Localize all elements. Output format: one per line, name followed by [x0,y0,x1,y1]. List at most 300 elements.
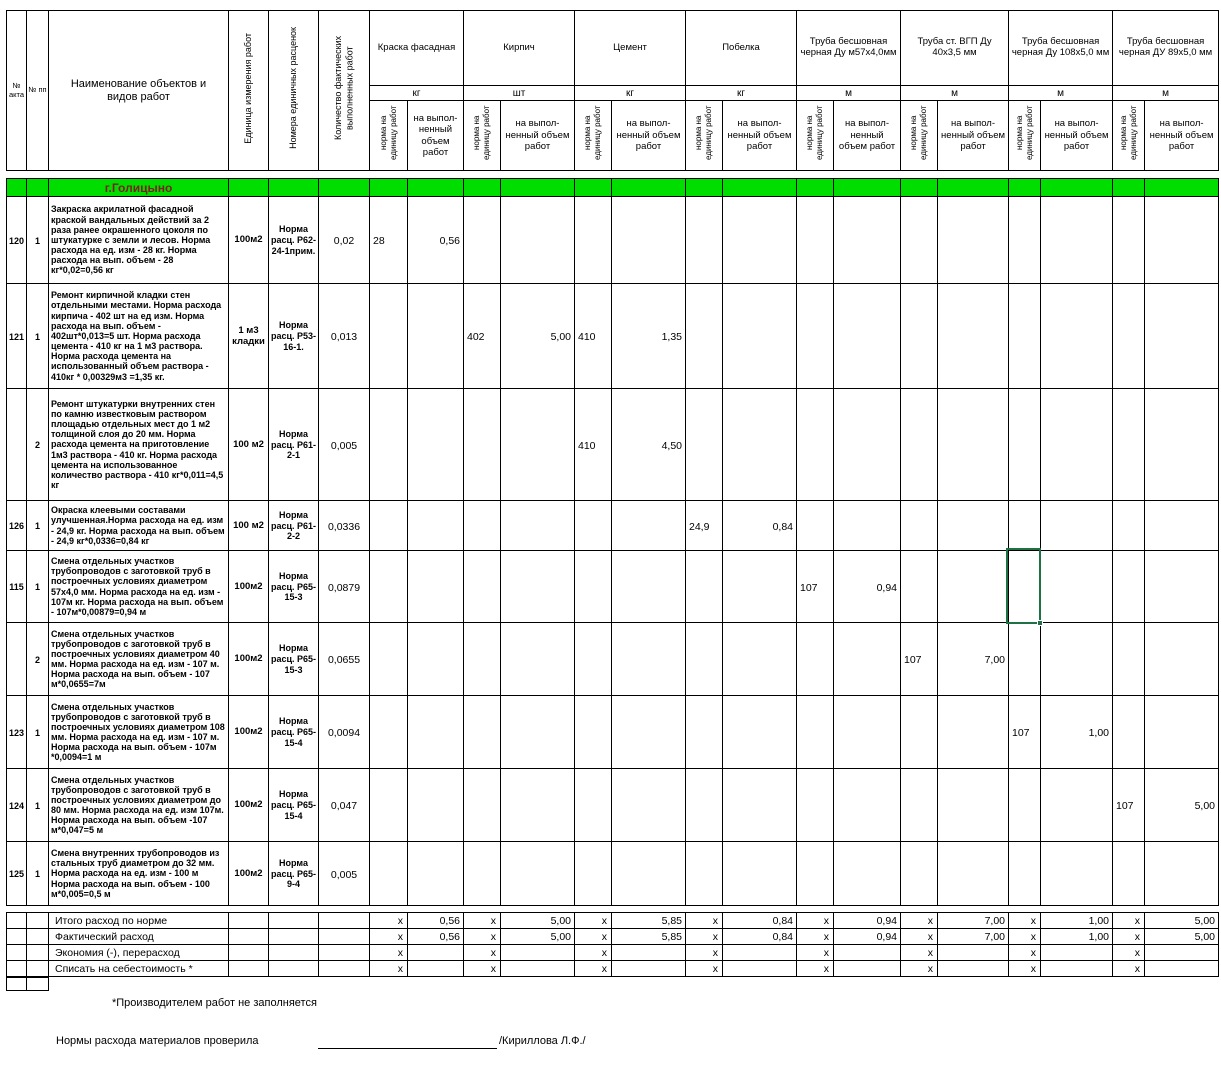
cell-work-name[interactable]: Смена отдельных участков трубопроводов с заготовкой труб в построечных условиях диаметром 108 мм. Норма расхода на ед. изм - 107 м. Норма расхода на вып. объем - 107м *0,0094=1 м [49,696,229,769]
cell-volume-5[interactable]: 7,00 [938,623,1009,696]
cell-volume-0[interactable] [408,842,464,906]
cell-norm-2[interactable] [575,769,612,842]
cell-norm-6[interactable] [1009,842,1041,906]
cell-volume-1[interactable] [501,389,575,501]
cell-line-number[interactable] [27,945,49,961]
group-cell[interactable] [1145,179,1219,197]
group-cell[interactable] [1113,179,1145,197]
summary-volume-1[interactable]: 5,00 [501,929,575,945]
stub-cell[interactable] [27,978,49,991]
cell-unit[interactable]: 100м2 [229,197,269,284]
cell-norm-2[interactable] [575,197,612,284]
cell-volume-4[interactable] [834,284,901,389]
summary-volume-6[interactable]: 1,00 [1041,913,1113,929]
subheader-volume-brick[interactable]: на выпол-ненный объем работ [501,101,575,171]
cell-volume-3[interactable] [723,769,797,842]
cell-volume-7[interactable] [1145,501,1219,551]
cell-volume-7[interactable] [1145,284,1219,389]
summary-volume-5[interactable] [938,945,1009,961]
group-label-cell[interactable]: г.Голицыно [49,179,229,197]
cell-norm-7[interactable]: 107 [1113,769,1145,842]
cell-volume-1[interactable] [501,842,575,906]
cell-rate-number[interactable] [269,929,319,945]
cell-quantity[interactable] [319,913,370,929]
material-header-brick[interactable]: Кирпич [464,11,575,86]
cell-rate-number[interactable] [269,913,319,929]
cell-norm-1[interactable] [464,842,501,906]
cell-line-number[interactable]: 1 [27,284,49,389]
summary-norm-5[interactable]: х [901,929,938,945]
summary-norm-5[interactable]: х [901,945,938,961]
cell-quantity[interactable]: 0,013 [319,284,370,389]
summary-label[interactable]: Итого расход по норме [49,913,229,929]
cell-work-name[interactable]: Смена отдельных участков трубопроводов с заготовкой труб в построечных условиях диаметром до 80 мм. Норма расхода на ед. изм 107м. Норма расхода на вып. объем -107 м*0,047=5 м [49,769,229,842]
cell-norm-3[interactable] [686,551,723,623]
cell-line-number[interactable] [27,913,49,929]
cell-norm-0[interactable] [370,501,408,551]
cell-quantity[interactable]: 0,0336 [319,501,370,551]
summary-volume-3[interactable]: 0,84 [723,929,797,945]
cell-volume-5[interactable] [938,551,1009,623]
cell-norm-3[interactable] [686,623,723,696]
cell-rate-number[interactable]: Норма расц. Р65-15-3 [269,623,319,696]
cell-norm-6[interactable] [1009,197,1041,284]
group-cell[interactable] [269,179,319,197]
cell-norm-2[interactable]: 410 [575,284,612,389]
cell-volume-3[interactable] [723,623,797,696]
cell-volume-6[interactable] [1041,769,1113,842]
cell-volume-1[interactable]: 5,00 [501,284,575,389]
cell-unit[interactable]: 100м2 [229,769,269,842]
cell-quantity[interactable]: 0,005 [319,389,370,501]
cell-norm-3[interactable] [686,284,723,389]
cell-rate-number[interactable]: Норма расц. Р53-16-1. [269,284,319,389]
summary-norm-2[interactable]: х [575,929,612,945]
cell-norm-6[interactable] [1009,501,1041,551]
cell-unit[interactable]: 1 м3 кладки [229,284,269,389]
cell-norm-4[interactable] [797,389,834,501]
summary-norm-5[interactable]: х [901,913,938,929]
summary-norm-2[interactable]: х [575,913,612,929]
cell-volume-0[interactable] [408,501,464,551]
cell-norm-0[interactable] [370,389,408,501]
subheader-volume-pipe-108[interactable]: на выпол-ненный объем работ [1041,101,1113,171]
cell-rate-number[interactable]: Норма расц. Р61-2-1 [269,389,319,501]
cell-volume-0[interactable] [408,769,464,842]
cell-norm-1[interactable] [464,389,501,501]
cell-unit[interactable]: 100м2 [229,842,269,906]
summary-volume-4[interactable] [834,961,901,977]
cell-act-number[interactable]: 123 [7,696,27,769]
group-cell[interactable] [797,179,834,197]
col-header-quantity[interactable] [319,11,370,171]
cell-work-name[interactable]: Смена отдельных участков трубопроводов с заготовкой труб в построечных условиях диаметром 57х4,0 мм. Норма расхода на ед. изм - 107м кг. Норма расхода на вып. объем - 107м*0,00879=0,94 м [49,551,229,623]
subheader-norm-brick[interactable] [464,101,501,171]
cell-unit[interactable]: 100 м2 [229,389,269,501]
cell-norm-2[interactable] [575,842,612,906]
summary-volume-5[interactable] [938,961,1009,977]
cell-norm-4[interactable]: 107 [797,551,834,623]
summary-volume-4[interactable]: 0,94 [834,929,901,945]
cell-norm-4[interactable] [797,696,834,769]
summary-norm-3[interactable]: х [686,913,723,929]
group-cell[interactable] [1009,179,1041,197]
cell-volume-4[interactable] [834,842,901,906]
cell-norm-3[interactable] [686,696,723,769]
material-unit-paint[interactable]: кг [370,86,464,101]
cell-norm-2[interactable] [575,623,612,696]
summary-norm-7[interactable]: х [1113,913,1145,929]
cell-norm-3[interactable] [686,197,723,284]
summary-volume-7[interactable] [1145,961,1219,977]
cell-quantity[interactable]: 0,0655 [319,623,370,696]
summary-norm-0[interactable]: х [370,961,408,977]
cell-work-name[interactable]: Закраска акрилатной фасадной краской вандальных действий за 2 раза ранее окрашенного цоколя по штукатурке с земли и лесов. Норма расхода на ед. изм - 28 кг. Норма расхода на вып. объем - 28 кг*0,02=0,56 кг [49,197,229,284]
cell-norm-5[interactable] [901,389,938,501]
cell-volume-3[interactable] [723,842,797,906]
cell-volume-5[interactable] [938,501,1009,551]
cell-norm-5[interactable] [901,501,938,551]
cell-quantity[interactable] [319,945,370,961]
fill-handle[interactable] [1037,620,1043,626]
summary-volume-3[interactable]: 0,84 [723,913,797,929]
summary-norm-1[interactable]: х [464,961,501,977]
summary-label[interactable]: Экономия (-), перерасход [49,945,229,961]
subheader-norm-pipe-40[interactable] [901,101,938,171]
summary-volume-1[interactable] [501,945,575,961]
cell-act-number[interactable] [7,623,27,696]
summary-volume-0[interactable] [408,945,464,961]
cell-line-number[interactable]: 1 [27,842,49,906]
cell-volume-3[interactable] [723,551,797,623]
subheader-norm-pipe-89[interactable] [1113,101,1145,171]
cell-act-number[interactable]: 115 [7,551,27,623]
cell-volume-5[interactable] [938,284,1009,389]
summary-volume-4[interactable] [834,945,901,961]
summary-volume-5[interactable]: 7,00 [938,913,1009,929]
summary-label[interactable]: Фактический расход [49,929,229,945]
cell-volume-7[interactable] [1145,623,1219,696]
cell-norm-7[interactable] [1113,501,1145,551]
cell-norm-4[interactable] [797,501,834,551]
cell-rate-number[interactable]: Норма расц. Р65-15-4 [269,696,319,769]
cell-line-number[interactable]: 1 [27,769,49,842]
cell-rate-number[interactable] [269,961,319,977]
cell-act-number[interactable]: 120 [7,197,27,284]
group-cell[interactable] [7,179,27,197]
cell-line-number[interactable] [27,961,49,977]
summary-norm-6[interactable]: х [1009,913,1041,929]
summary-volume-1[interactable] [501,961,575,977]
group-cell[interactable] [501,179,575,197]
summary-volume-7[interactable] [1145,945,1219,961]
summary-volume-2[interactable] [612,945,686,961]
material-unit-brick[interactable]: шт [464,86,575,101]
cell-volume-6[interactable]: 1,00 [1041,696,1113,769]
group-cell[interactable] [834,179,901,197]
cell-norm-0[interactable] [370,623,408,696]
cell-norm-1[interactable] [464,197,501,284]
cell-norm-3[interactable] [686,769,723,842]
material-unit-pipe-108[interactable]: м [1009,86,1113,101]
group-cell[interactable] [901,179,938,197]
cell-norm-7[interactable] [1113,284,1145,389]
summary-norm-0[interactable]: х [370,929,408,945]
cell-volume-0[interactable] [408,389,464,501]
group-cell[interactable] [370,179,408,197]
cell-volume-4[interactable] [834,623,901,696]
cell-norm-5[interactable] [901,551,938,623]
cell-volume-3[interactable] [723,284,797,389]
group-cell[interactable] [938,179,1009,197]
cell-norm-5[interactable] [901,769,938,842]
cell-work-name[interactable]: Ремонт штукатурки внутренних стен по камню известковым раствором площадью отдельных мест до 1 м2 толщиной слоя до 20 мм. Норма расхода цемента на приготовление 1м3 раствора - 410 кг. Норма расхода цемента на использованное количество раствора - 410 кг*0,011=4,5 кг [49,389,229,501]
cell-volume-0[interactable] [408,284,464,389]
cell-volume-5[interactable] [938,696,1009,769]
col-header-rate-number[interactable] [269,11,319,171]
summary-volume-3[interactable] [723,961,797,977]
cell-quantity[interactable]: 0,02 [319,197,370,284]
cell-norm-0[interactable] [370,284,408,389]
cell-volume-4[interactable]: 0,94 [834,551,901,623]
summary-volume-6[interactable]: 1,00 [1041,929,1113,945]
group-cell[interactable] [408,179,464,197]
summary-norm-6[interactable]: х [1009,961,1041,977]
cell-volume-2[interactable] [612,501,686,551]
cell-volume-5[interactable] [938,769,1009,842]
col-header-name[interactable]: Наименование объектов и видов работ [49,11,229,171]
cell-norm-5[interactable] [901,842,938,906]
cell-norm-6[interactable] [1009,769,1041,842]
material-header-pipe-57[interactable]: Труба бесшовная черная Ду м57х4,0мм [797,11,901,86]
cell-norm-3[interactable] [686,389,723,501]
cell-norm-5[interactable] [901,197,938,284]
cell-quantity[interactable] [319,961,370,977]
cell-unit[interactable]: 100м2 [229,623,269,696]
cell-rate-number[interactable]: Норма расц. Р65-15-3 [269,551,319,623]
cell-volume-4[interactable] [834,389,901,501]
cell-norm-5[interactable] [901,696,938,769]
cell-norm-3[interactable]: 24,9 [686,501,723,551]
cell-volume-2[interactable] [612,623,686,696]
cell-volume-1[interactable] [501,197,575,284]
group-cell[interactable] [464,179,501,197]
cell-unit[interactable] [229,929,269,945]
cell-volume-1[interactable] [501,696,575,769]
cell-volume-4[interactable] [834,501,901,551]
cell-norm-4[interactable] [797,842,834,906]
cell-work-name[interactable]: Окраска клеевыми составами улучшенная.Норма расхода на ед. изм - 24,9 кг. Норма расхода на вып. объем - 24,9 кг*0,0336=0,84 кг [49,501,229,551]
cell-norm-6[interactable]: 107 [1009,696,1041,769]
cell-norm-2[interactable]: 410 [575,389,612,501]
cell-act-number[interactable]: 121 [7,284,27,389]
material-header-paint[interactable]: Краска фасадная [370,11,464,86]
cell-volume-6[interactable] [1041,284,1113,389]
summary-norm-3[interactable]: х [686,961,723,977]
subheader-volume-paint[interactable]: на выпол-ненный объем работ [408,101,464,171]
material-header-whitewash[interactable]: Побелка [686,11,797,86]
cell-norm-0[interactable] [370,842,408,906]
cell-norm-6[interactable] [1009,389,1041,501]
cell-work-name[interactable]: Смена отдельных участков трубопроводов с заготовкой труб в построечных условиях диаметром 40 мм. Норма расхода на ед. изм - 107 м. Норма расхода на вып. объем - 107 м*0,0655=7м [49,623,229,696]
summary-volume-2[interactable] [612,961,686,977]
group-cell[interactable] [686,179,723,197]
summary-volume-2[interactable]: 5,85 [612,929,686,945]
cell-volume-6[interactable] [1041,197,1113,284]
cell-volume-2[interactable]: 4,50 [612,389,686,501]
cell-norm-1[interactable] [464,696,501,769]
summary-norm-0[interactable]: х [370,945,408,961]
group-cell[interactable] [1041,179,1113,197]
cell-volume-0[interactable] [408,551,464,623]
cell-volume-5[interactable] [938,842,1009,906]
cell-norm-0[interactable]: 28 [370,197,408,284]
group-cell[interactable] [575,179,612,197]
cell-volume-5[interactable] [938,197,1009,284]
subheader-norm-pipe-108[interactable] [1009,101,1041,171]
cell-unit[interactable]: 100м2 [229,551,269,623]
cell-volume-2[interactable]: 1,35 [612,284,686,389]
subheader-volume-pipe-89[interactable]: на выпол-ненный объем работ [1145,101,1219,171]
cell-act-number[interactable] [7,945,27,961]
cell-norm-7[interactable] [1113,842,1145,906]
cell-volume-2[interactable] [612,551,686,623]
cell-norm-1[interactable] [464,769,501,842]
summary-norm-7[interactable]: х [1113,945,1145,961]
cell-volume-0[interactable] [408,696,464,769]
cell-act-number[interactable] [7,389,27,501]
cell-norm-1[interactable] [464,623,501,696]
group-cell[interactable] [319,179,370,197]
cell-norm-7[interactable] [1113,197,1145,284]
cell-volume-2[interactable] [612,197,686,284]
cell-line-number[interactable]: 1 [27,197,49,284]
summary-volume-4[interactable]: 0,94 [834,913,901,929]
cell-norm-1[interactable] [464,551,501,623]
cell-norm-4[interactable] [797,284,834,389]
cell-volume-6[interactable] [1041,389,1113,501]
cell-act-number[interactable]: 126 [7,501,27,551]
subheader-norm-whitewash[interactable] [686,101,723,171]
cell-norm-0[interactable] [370,769,408,842]
cell-unit[interactable]: 100 м2 [229,501,269,551]
summary-volume-5[interactable]: 7,00 [938,929,1009,945]
summary-volume-0[interactable]: 0,56 [408,913,464,929]
cell-volume-1[interactable] [501,769,575,842]
cell-volume-7[interactable] [1145,551,1219,623]
cell-volume-7[interactable] [1145,389,1219,501]
cell-volume-2[interactable] [612,842,686,906]
summary-volume-0[interactable]: 0,56 [408,929,464,945]
summary-volume-6[interactable] [1041,945,1113,961]
cell-norm-2[interactable] [575,551,612,623]
cell-norm-5[interactable]: 107 [901,623,938,696]
cell-volume-3[interactable] [723,197,797,284]
summary-norm-1[interactable]: х [464,929,501,945]
cell-line-number[interactable]: 1 [27,696,49,769]
stub-cell[interactable] [7,978,27,991]
cell-quantity[interactable]: 0,047 [319,769,370,842]
cell-quantity[interactable] [319,929,370,945]
cell-volume-6[interactable] [1041,501,1113,551]
material-unit-cement[interactable]: кг [575,86,686,101]
cell-quantity[interactable]: 0,005 [319,842,370,906]
cell-rate-number[interactable]: Норма расц. Р65-9-4 [269,842,319,906]
cell-act-number[interactable]: 124 [7,769,27,842]
cell-quantity[interactable]: 0,0094 [319,696,370,769]
cell-norm-1[interactable] [464,501,501,551]
cell-unit[interactable] [229,961,269,977]
cell-work-name[interactable]: Смена внутренних трубопроводов из стальных труб диаметром до 32 мм. Норма расхода на ед. изм - 100 м Норма расхода на вып. объем - 100 м*0,005=0,5 м [49,842,229,906]
material-header-pipe-40[interactable]: Труба ст. ВГП Ду 40х3,5 мм [901,11,1009,86]
cell-volume-6[interactable] [1041,623,1113,696]
cell-line-number[interactable]: 1 [27,551,49,623]
cell-volume-6[interactable] [1041,551,1113,623]
summary-volume-6[interactable] [1041,961,1113,977]
material-unit-pipe-89[interactable]: м [1113,86,1219,101]
summary-norm-1[interactable]: х [464,913,501,929]
summary-volume-7[interactable]: 5,00 [1145,913,1219,929]
summary-volume-0[interactable] [408,961,464,977]
cell-norm-1[interactable]: 402 [464,284,501,389]
subheader-norm-paint[interactable] [370,101,408,171]
cell-norm-7[interactable] [1113,696,1145,769]
cell-act-number[interactable] [7,929,27,945]
summary-norm-1[interactable]: х [464,945,501,961]
summary-volume-1[interactable]: 5,00 [501,913,575,929]
cell-volume-4[interactable] [834,696,901,769]
subheader-volume-whitewash[interactable]: на выпол-ненный объем работ [723,101,797,171]
cell-rate-number[interactable]: Норма расц. Р62-24-1прим. [269,197,319,284]
cell-volume-7[interactable] [1145,842,1219,906]
cell-volume-0[interactable] [408,623,464,696]
material-header-pipe-89[interactable]: Труба бесшовная черная ДУ 89х5,0 мм [1113,11,1219,86]
cell-act-number[interactable]: 125 [7,842,27,906]
cell-unit[interactable] [229,945,269,961]
subheader-norm-cement[interactable] [575,101,612,171]
summary-norm-7[interactable]: х [1113,929,1145,945]
col-header-line-number[interactable]: № пп [27,11,49,171]
group-cell[interactable] [723,179,797,197]
summary-norm-3[interactable]: х [686,929,723,945]
cell-work-name[interactable]: Ремонт кирпичной кладки стен отдельными местами. Норма расхода кирпича - 402 шт на ед изм. Норма расхода на вып. объем - 402шт*0,013=5 шт. Норма расхода цемента - 410 кг на 1 м3 раствора. Норма расхода цемента на использованный объем раствора - 410кг * 0,00329м3 =1,35 кг. [49,284,229,389]
summary-norm-3[interactable]: х [686,945,723,961]
summary-norm-6[interactable]: х [1009,929,1041,945]
material-header-pipe-108[interactable]: Труба бесшовная черная Ду 108х5,0 мм [1009,11,1113,86]
summary-norm-0[interactable]: х [370,913,408,929]
cell-volume-0[interactable]: 0,56 [408,197,464,284]
cell-volume-2[interactable] [612,696,686,769]
cell-volume-1[interactable] [501,551,575,623]
summary-norm-6[interactable]: х [1009,945,1041,961]
subheader-volume-cement[interactable]: на выпол-ненный объем работ [612,101,686,171]
summary-norm-4[interactable]: х [797,945,834,961]
material-unit-pipe-57[interactable]: м [797,86,901,101]
cell-volume-3[interactable]: 0,84 [723,501,797,551]
summary-norm-2[interactable]: х [575,945,612,961]
cell-rate-number[interactable]: Норма расц. Р65-15-4 [269,769,319,842]
material-unit-whitewash[interactable]: кг [686,86,797,101]
cell-norm-7[interactable] [1113,551,1145,623]
cell-norm-6[interactable] [1009,284,1041,389]
cell-norm-2[interactable] [575,696,612,769]
subheader-norm-pipe-57[interactable] [797,101,834,171]
cell-norm-0[interactable] [370,696,408,769]
cell-line-number[interactable] [27,929,49,945]
cell-norm-2[interactable] [575,501,612,551]
cell-norm-4[interactable] [797,623,834,696]
cell-norm-4[interactable] [797,197,834,284]
